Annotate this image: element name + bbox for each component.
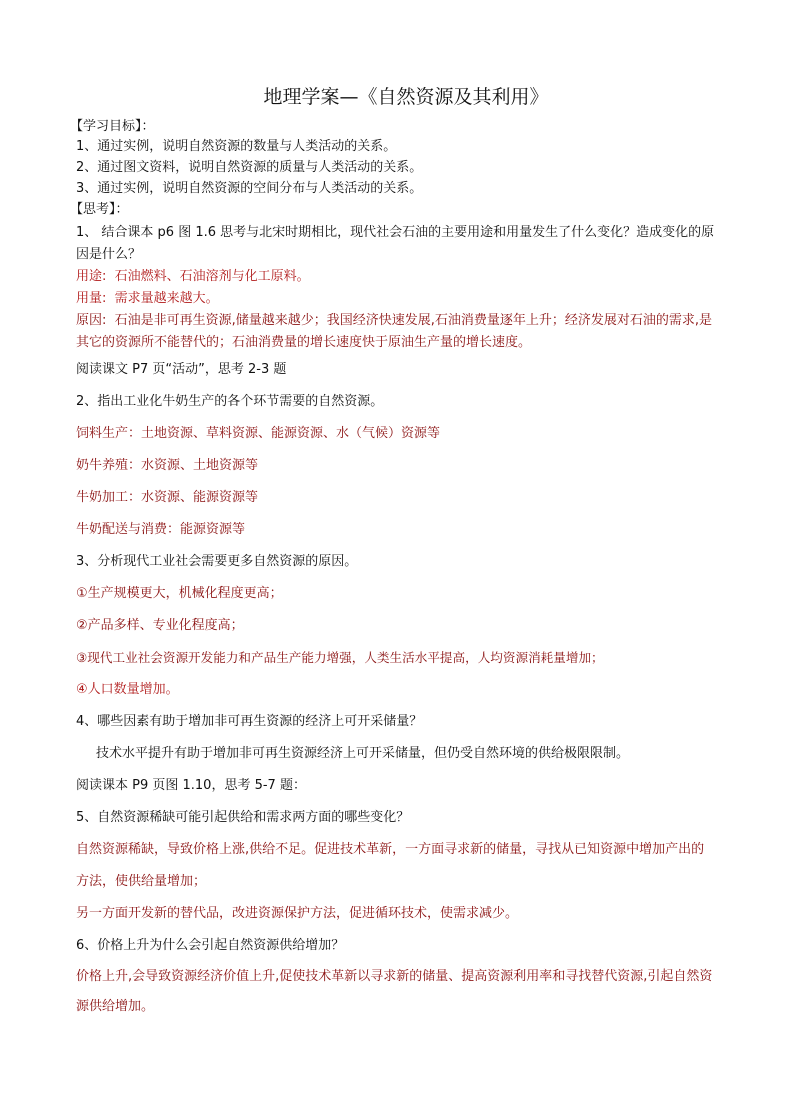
reading-instruction-2: 阅读课本 P9 页图 1.10，思考 5-7 题：: [76, 778, 306, 793]
document-page: [70, 82, 716, 1022]
answer-2-item: 奶牛养殖：水资源、土地资源等: [76, 458, 259, 473]
answer-6: 价格上升,会导致资源经济价值上升,促使技术革新以寻求新的储量、提高资源利用率和寻找替代资源,引起自然资源供给增加。: [76, 969, 713, 1014]
answer-1-use: [76, 266, 716, 288]
answer-4: 技术水平提升有助于增加非可再生资源经济上可开采储量，但仍受自然环境的供给极限限制。: [96, 746, 630, 761]
answer-1-amount-label: 用量:: [76, 291, 107, 306]
answer-1-use-text: 石油燃料、石油溶剂与化工原料。: [114, 269, 310, 284]
reading-instruction-1: 阅读课文 P7 页“活动”，思考 2-3 题: [76, 362, 287, 377]
answer-1-reason-label: 原因:: [76, 313, 107, 328]
page-title: 地理学案—《自然资源及其利用》: [263, 86, 549, 108]
question-3: 3、分析现代工业社会需要更多自然资源的原因。: [76, 554, 358, 569]
answer-1-reason-text: 石油是非可再生资源,储量越来越少；我国经济快速发展,石油消费量逐年上升；经济发展对石油的需求,是其它的资源所不能替代的；石油消费量的增长速度快于原油生产量的增长速度。: [76, 313, 713, 350]
answer-1-reason: [76, 310, 716, 354]
think-heading: 【思考】：: [70, 202, 129, 217]
answer-2-item: 牛奶配送与消费：能源资源等: [76, 522, 246, 537]
question-6: 6、价格上升为什么会引起自然资源供给增加？: [76, 938, 345, 953]
question-1: 1、 结合课本 p6 图 1.6 思考与北宋时期相比，现代社会石油的主要用途和用量发生了什么变化？造成变化的原因是什么？: [76, 225, 715, 262]
answer-3-item: ④人口数量增加。: [76, 682, 179, 697]
goal-item: 2、通过图文资料，说明自然资源的质量与人类活动的关系。: [76, 160, 423, 175]
answer-3-item: ③现代工业社会资源开发能力和产品生产能力增强，人类生活水平提高，人均资源消耗量增加；: [76, 650, 604, 665]
answer-5-part-1: 自然资源稀缺，导致价格上涨,供给不足。促进技术革新，一方面寻求新的储量，寻找从已知资源中增加产出的方法，使供给量增加；: [76, 842, 705, 889]
answer-3-item: ②产品多样、专业化程度高；: [76, 618, 244, 633]
answer-2-item: 牛奶加工：水资源、能源资源等: [76, 490, 259, 505]
goal-item: 1、通过实例，说明自然资源的数量与人类活动的关系。: [76, 139, 397, 154]
question-5: 5、自然资源稀缺可能引起供给和需求两方面的哪些变化？: [76, 810, 410, 825]
question-2: 2、指出工业化牛奶生产的各个环节需要的自然资源。: [76, 394, 384, 409]
answer-2-item: 饲料生产：土地资源、草料资源、能源资源、水（气候）资源等: [76, 426, 441, 441]
goal-item: 3、通过实例，说明自然资源的空间分布与人类活动的关系。: [76, 181, 423, 196]
goals-heading: 【学习目标】：: [70, 119, 155, 134]
answer-3-item: ①生产规模更大，机械化程度更高；: [76, 586, 283, 601]
answer-1-use-label: 用途:: [76, 269, 107, 284]
question-4: 4、哪些因素有助于增加非可再生资源的经济上可开采储量？: [76, 714, 423, 729]
answer-5-part-2: 另一方面开发新的替代品，改进资源保护方法，促进循环技术，使需求减少。: [76, 906, 519, 921]
answer-1-amount: [76, 288, 716, 310]
answer-1-amount-text: 需求量越来越大。: [114, 291, 219, 306]
